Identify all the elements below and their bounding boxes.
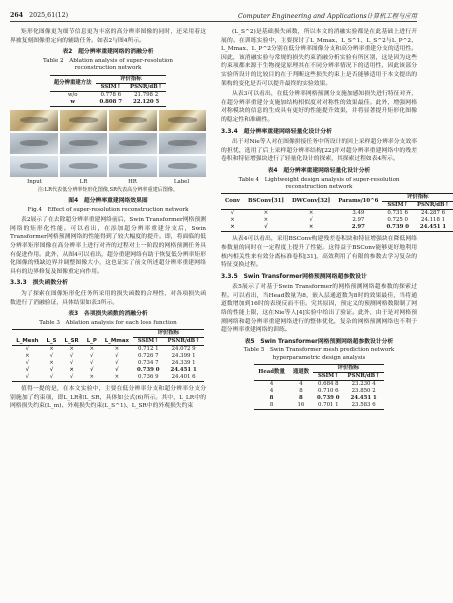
table-cell: 0.736 9 [137, 374, 159, 381]
section-heading: 3.3.4 超分辨率重建网络轻量化设计分析 [221, 128, 333, 135]
table-caption-en [10, 58, 206, 73]
table-cell: × [230, 224, 235, 231]
table-cell: 4 [269, 381, 274, 388]
table-row [50, 99, 166, 107]
table-cell: × [49, 360, 54, 367]
issue-info: 2025,61(12) [29, 11, 69, 19]
figure-image [60, 110, 108, 131]
table-cell: 24.339 1 [171, 360, 196, 367]
table-cell: 0.726 7 [137, 353, 159, 360]
column-header: Params/10^6 [334, 194, 382, 210]
table-caption-cn: 表2 超分辨率重建网络的消融分析 [62, 49, 154, 56]
table-cell: w/o [67, 91, 78, 98]
table-cell: 0.778 6 [100, 91, 122, 98]
table-cell: 23.230 4 [351, 381, 376, 388]
table-cell: 4 [299, 381, 303, 388]
figure-image [159, 133, 207, 154]
table-cell: × [114, 346, 120, 353]
figure-label: LR [79, 178, 88, 185]
section-heading: 3.3.5 Swin Transformer网格预测网络超参数设计 [221, 273, 367, 280]
column-group-header: 评价指标 [96, 75, 167, 83]
figure-image [10, 110, 58, 131]
paragraph: 从表4可以看出，采用BSConv构建残差卷积块和特征增强块在降低网络参数量的同时在一定程度上提升了性能。这得益于BSConv能够更好地利用核内相关性来有效分离标准卷积[31]，高效利用了有限的参数去学习复杂的特征变换过程。 [221, 236, 417, 269]
table-cell: √ [49, 374, 54, 381]
caption-line: Table 2 Ablation analysis of super-resolution [42, 57, 174, 64]
table-caption-cn: 表4 超分辨率重建网络轻量化设计分析 [267, 167, 371, 174]
table-cell: √ [25, 374, 30, 381]
table-cell: 8 [269, 395, 274, 402]
figure-caption-en: Fig.4 Effect of super-resolution reconstruction network [27, 206, 189, 213]
table-cell: × [25, 353, 30, 360]
table-cell: √ [264, 224, 268, 231]
figure-4 [10, 110, 206, 215]
right-column [221, 28, 450, 413]
figure-image [10, 156, 58, 177]
loss-ablation-table [12, 329, 203, 382]
figure-label: Label [173, 178, 190, 185]
table-cell: × [230, 217, 235, 224]
figure-note: 注:LR代表低分辨率矩形化图像,SR代表高分辨率重建后图像。 [37, 187, 179, 194]
table-cell: × [89, 346, 94, 353]
column-group-header: 评价指标 [133, 330, 204, 338]
column-group-header: 评价指标 [382, 194, 453, 202]
column-header: L_S [46, 337, 57, 344]
caption-line: reconstruction network [285, 183, 353, 190]
paragraph: 值得一提的是，在本文实验中，主要在低分辨率分支和超分辨率分支分别施加了约束项，即L_LR和L_SR，具体如公式(6)所示。其中，L_LR中的网格损失约束(L_m)、外观损失约束(L_S^1)、L_SR中的外观损失约束 [10, 386, 206, 410]
table-cell: 0.734 7 [137, 360, 159, 367]
column-header: DWConv[32] [288, 194, 334, 210]
column-header: SSIM↑ [100, 83, 122, 90]
table-caption-en: Table 3 Ablation analysis for each loss function [39, 319, 177, 326]
figure-column-labels [10, 178, 206, 187]
table-row [12, 346, 203, 354]
table-cell: × [69, 367, 74, 374]
table-cell: √ [25, 346, 30, 353]
column-header: SSIM↑ [387, 202, 409, 209]
page-number: 264 [10, 11, 24, 19]
figure-image [159, 156, 207, 177]
table-cell: 0.739 0 [386, 224, 409, 231]
figure-image [109, 110, 157, 131]
table-cell: × [263, 210, 269, 217]
table-cell: × [308, 224, 314, 231]
table-cell: 0.710 6 [318, 388, 339, 395]
figure-image-grid [10, 110, 206, 177]
column-header: L_Mmax [104, 337, 130, 344]
ablation-table [50, 75, 166, 107]
column-header: SSIM↑ [137, 338, 159, 345]
table-cell: 24.451 1 [170, 367, 197, 374]
column-header: L_Mesh [16, 337, 39, 344]
table-cell: 0.712 1 [137, 346, 159, 353]
table-row [221, 217, 453, 224]
paragraph: 表2展示了在去除超分辨率重建网络前后，Swin Transformer网格预测网络的矩形化性能。可以看出，在添加超分辨率重建分支后，Swin Transformer网格预测网络的性能得到了较大幅度的提升。即，将面临的低分辨率矩形图像在高分辨率上进行对齐的过程对上一阶段的网格预测任务具有促进作用。此外，从图4可以看出，超分重建网络有助于恢复低分辨率矩形化图像的残缺边界并调整图像大小，这也证实了前文所述超分辨率重建网络具有的边界修复及图像重定向作用。 [10, 217, 206, 275]
figure-caption-cn: 图4 超分辨率重建网络效果图 [68, 198, 148, 205]
table-cell: 2.97 [352, 217, 365, 224]
table-cell: √ [49, 353, 54, 360]
table-cell: × [114, 374, 120, 381]
paragraph: (L_S^2)是基础损失函数，所以本文的消融实验都是在此基础上进行开展的。在训练实验中，主要探讨了L_Mmax、L_S^1、L_S^2与L_P^2、L_Mmax、L_P^2分别在低分辨率图像分支和高分辨率重建分支的适用性。因此，该消融实验与常规的损失约束消融分析实验有所区别，这是因为这些约束项都来源于生物视觉原理其在不同分辨率情况下的适用性，因此该部分实验所设计的比较目的在于判断这些损失约束上是否能够适用于本文提出的架构的变化是否可以提升最终的实验效果。 [221, 29, 417, 87]
table-row [12, 353, 203, 360]
table-cell: 0.739 0 [137, 367, 160, 374]
paragraph: 出于对Nie等人对在图像拼接任务中所设计的回上采样超分辨率分支效率的担忧，选用了后上采样超分辨率结构[22]并对超分辨率重建网络中的残差卷积和特征增强块进行了轻量化设计的探索，其探索过程如表4所示。 [221, 139, 417, 163]
column-header: L_P [86, 337, 97, 344]
table-cell: 0.725 0 [387, 217, 408, 224]
lightweight-table [221, 193, 453, 232]
column-group-header [12, 330, 133, 338]
table-cell: √ [90, 353, 94, 360]
journal-title: Computer Engineering and Applications计算机工程与应用 [237, 12, 417, 20]
table-cell: 0.684 8 [318, 381, 339, 388]
table-3 [10, 310, 206, 382]
table-cell: 23.850 2 [351, 388, 376, 395]
column-group-header: 评价指标 [313, 365, 384, 373]
table-cell: 22.120 5 [133, 98, 160, 105]
column-header: PSNR/dB↑ [416, 202, 450, 209]
table-cell: √ [69, 374, 74, 381]
table-row [254, 388, 383, 395]
table-cell: √ [25, 367, 30, 374]
table-cell: 24.401 6 [171, 374, 196, 381]
column-header: PSNR/dB↑ [130, 83, 163, 90]
table-cell: × [49, 346, 54, 353]
table-cell: 16 [297, 402, 305, 409]
table-caption-en [221, 347, 417, 362]
paragraph: 矩形化图像更为细节信息更为丰富的高分辨率图像的同时，还采用着这界被复刻图像重定向的辅助任务。如表2与图4所示。 [10, 29, 206, 44]
table-row [254, 402, 383, 410]
left-column [10, 28, 206, 413]
figure-label: HR [128, 178, 137, 185]
table-cell: √ [25, 360, 30, 367]
table-4 [221, 167, 450, 232]
caption-line: reconstruction network [74, 65, 142, 72]
hyperparameter-table [254, 364, 383, 410]
caption-line: Table 4 Lightweight design analysis of super-resolution [238, 176, 400, 183]
table-cell: 24.072 9 [171, 346, 196, 353]
table-cell: 21.798 2 [134, 91, 159, 98]
table-cell: √ [115, 353, 119, 360]
paragraph: 表5展示了对基于Swin Transformer的网格预测网络超参数的探索过程。可以看出，当Head数量为8，嵌入层通道数为8时的效果最佳，当将通道数增加到16时的表现反而不佳。究其原因，预定义的预测网格数限制了网络的性能上限，这在Nie等人[4]实验中给出了验证。此外，由于是对网格预测网络和超分辨率重建网络进行的整体优化，复杂的网格预测网络也不利于超分辨率重建网络的训练。 [221, 284, 417, 334]
table-cell: 24.287 6 [421, 210, 446, 217]
table-cell: × [308, 210, 314, 217]
column-header: 通道数 [289, 365, 313, 381]
figure-image [109, 133, 157, 154]
table-cell: 2.97 [351, 224, 365, 231]
figure-image [60, 156, 108, 177]
table-cell: × [69, 346, 74, 353]
table-cell: 4 [269, 388, 274, 395]
table-cell: 8 [269, 402, 274, 409]
figure-image [159, 110, 207, 131]
figure-image [109, 156, 157, 177]
table-5 [221, 338, 417, 410]
table-cell: 0.739 0 [317, 395, 340, 402]
table-cell: √ [90, 360, 94, 367]
figure-label: Input [27, 178, 42, 185]
column-header: PSNR/dB↑ [167, 338, 200, 345]
table-cell: √ [49, 367, 54, 374]
table-cell: 23.583 6 [351, 402, 376, 409]
table-row [50, 91, 166, 99]
table-row [12, 360, 203, 367]
table-cell: 24.451 1 [419, 224, 447, 231]
table-row [254, 381, 383, 389]
table-row [221, 210, 453, 218]
table-cell: √ [69, 353, 74, 360]
table-caption-en [221, 177, 417, 192]
table-cell: 24.118 1 [421, 217, 446, 224]
table-cell: 24.399 1 [171, 353, 196, 360]
table-cell: √ [89, 367, 94, 374]
section-heading: 3.3.3 损失函数分析 [10, 280, 69, 287]
table-row [254, 395, 383, 402]
table-cell: √ [115, 367, 119, 374]
table-cell: w [70, 98, 75, 105]
table-cell: × [263, 217, 269, 224]
column-header: Conv [221, 194, 244, 210]
table-row [12, 367, 203, 374]
column-header: 超分辨重建方法 [50, 75, 96, 91]
table-cell: 0.731 6 [387, 210, 408, 217]
table-cell: √ [230, 210, 235, 217]
figure-image [10, 133, 58, 154]
column-header: Head数量 [254, 365, 289, 381]
table-cell: 24.451 1 [350, 395, 377, 402]
table-row [12, 374, 203, 382]
table-row [221, 224, 453, 232]
column-header: L_SR [64, 337, 79, 344]
table-cell: 8 [299, 395, 303, 402]
caption-line: hyperparametric design analysis [272, 354, 366, 361]
caption-line: Table 5 Swin Transformer mesh prediction network [243, 347, 395, 354]
table-cell: 0.808 7 [99, 98, 123, 105]
page-header [10, 9, 417, 22]
table-cell: √ [309, 217, 313, 224]
column-header: SSIM↑ [317, 373, 339, 380]
table-cell: 0.701 1 [318, 402, 339, 409]
table-cell: × [89, 374, 94, 381]
table-cell: 3.49 [352, 210, 365, 217]
table-caption-cn: 表3 各项损失函数的消融分析 [68, 311, 148, 318]
paragraph: 为了探索在图像矩形化任务所采用的损失函数的合理性，对各项损失函数进行了消融验证，具体结果如表3所示。 [10, 290, 206, 306]
table-caption-cn: 表5 Swin Transformer网格预测网络超参数设计分析 [244, 338, 394, 345]
paragraph: 从表3可以看出，在低分辨率网格预测分支施加感知损失进行特征对齐，在超分辨率重建分支施加结构相似度对对称性的效果最佳。此外，增强网格对称模块的信息的生成具有更好的性能提升效果，并将显著提升矩形化图像的稳定性和准确性。 [221, 91, 417, 123]
column-header: BSConv[31] [244, 194, 288, 210]
table-cell: 8 [299, 388, 303, 395]
figure-image [60, 133, 108, 154]
table-cell: √ [69, 360, 74, 367]
table-2 [10, 48, 206, 106]
column-header: PSNR/dB↑ [347, 373, 380, 380]
table-cell: √ [115, 360, 119, 367]
